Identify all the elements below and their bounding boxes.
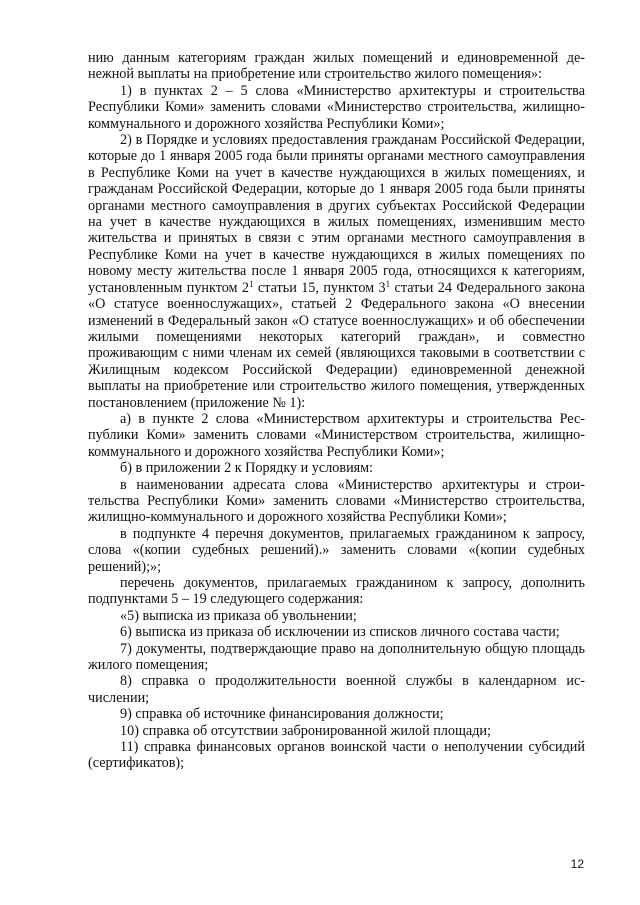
paragraph-text: б) в приложении 2 к Порядку и условиям: bbox=[120, 460, 374, 477]
body-paragraph bbox=[88, 624, 585, 640]
page-number: 12 bbox=[570, 857, 584, 871]
body-paragraph bbox=[88, 608, 585, 624]
paragraph-text: 11) справка финансовых органов воинской части о неполучении субсидий (сертификатов); bbox=[88, 739, 585, 772]
paragraph-text: перечень документов, прилагаемых гражданином к запросу, дополнить подпунктами 5 – 19 следующего содержания: bbox=[88, 575, 585, 608]
body-paragraph bbox=[88, 526, 585, 575]
body-paragraph bbox=[88, 641, 585, 674]
body-paragraph bbox=[88, 739, 585, 772]
body-paragraph bbox=[88, 50, 585, 83]
body-paragraph bbox=[88, 723, 585, 739]
paragraph-text: 10) справка об отсутствии забронированной жилой площади; bbox=[120, 722, 491, 739]
body-paragraph bbox=[88, 132, 585, 411]
superscript: 1 bbox=[249, 278, 254, 289]
paragraph-text: в подпункте 4 перечня документов, прилагаемых гражданином к запросу, слова «(копии судебных решений).» заменить словами «(копии судебных решений);»; bbox=[88, 525, 585, 575]
body-paragraph bbox=[88, 673, 585, 706]
paragraph-text: 2) в Порядке и условиях предоставления гражданам Российской Федерации, которые до 1 января 2005 года были приняты органами местного самоуправления в Республике Коми на учет в качестве нуждающихся в жилых помещениях, и гражданам Российской Федерации, которые до 1 января 2005 года были приняты органами местного самоуправления в других субъектах Российской Федерации на учет в качестве нуждающихся в жилых помещениях, изменившим место жительства и принятых в связи с этим органами местного самоуправления в Республике Коми на учет в качестве нуждающихся в жилых помещениях по новому месту жительства после 1 января 2005 года, относящихся к категориям, установленным пунктом 2 bbox=[88, 132, 585, 296]
paragraph-text: 7) документы, подтверждающие право на дополнительную общую площадь жилого помещения; bbox=[88, 640, 585, 674]
paragraph-text: в наименовании адресата слова «Министерство архитектуры и строительства Республики Коми» заменить словами «Министерство строительства, жилищно-коммунального и дорожного хозяйства Республики Коми»; bbox=[88, 476, 585, 526]
body-paragraph bbox=[88, 460, 585, 476]
paragraph-text: статьи 24 Федерального закона «О статусе военнослужащих», статьей 2 Федерального закона «О внесении изменений в Федеральный закон «О статусе военнослужащих» и об обеспечении жилыми помещениями некоторых категорий граждан», и совместно проживающим с ними членам их семей (являющихся таковыми в соответствии с Жилищным кодексом Российской Федерации) единовременной денежной выплаты на приобретение или строительство жилого помещения, утвержденных постановлением (приложение № 1): bbox=[88, 279, 585, 411]
body-paragraph bbox=[88, 83, 585, 132]
paragraph-text: 8) справка о продолжительности военной службы в календарном исчислении; bbox=[88, 673, 585, 706]
superscript: 1 bbox=[385, 278, 391, 289]
document-body bbox=[88, 50, 585, 772]
paragraph-text: 9) справка об источнике финансирования должности; bbox=[120, 706, 444, 723]
paragraph-text: нию данным категориям граждан жилых помещений и единовременной денежной выплаты на приобретение или строительство жилого помещения»: bbox=[88, 50, 585, 83]
paragraph-text: а) в пункте 2 слова «Министерством архитектуры и строительства Республики Коми» заменить словами «Министерством строительства, жилищно-коммунального и дорожного хозяйства Республики Коми»; bbox=[88, 410, 585, 460]
body-paragraph bbox=[88, 477, 585, 526]
body-paragraph bbox=[88, 575, 585, 608]
body-paragraph bbox=[88, 706, 585, 722]
paragraph-text: 1) в пунктах 2 – 5 слова «Министерство архитектуры и строительства Республики Коми» заменить словами «Министерство строительства, жилищно-коммунального и дорожного хозяйства Республики Коми»; bbox=[88, 82, 585, 132]
paragraph-text: статьи 15, пунктом 3 bbox=[253, 279, 386, 296]
paragraph-text: 6) выписка из приказа об исключении из списков личного состава части; bbox=[120, 624, 560, 641]
paragraph-text: «5) выписка из приказа об увольнении; bbox=[120, 607, 357, 624]
body-paragraph bbox=[88, 411, 585, 460]
